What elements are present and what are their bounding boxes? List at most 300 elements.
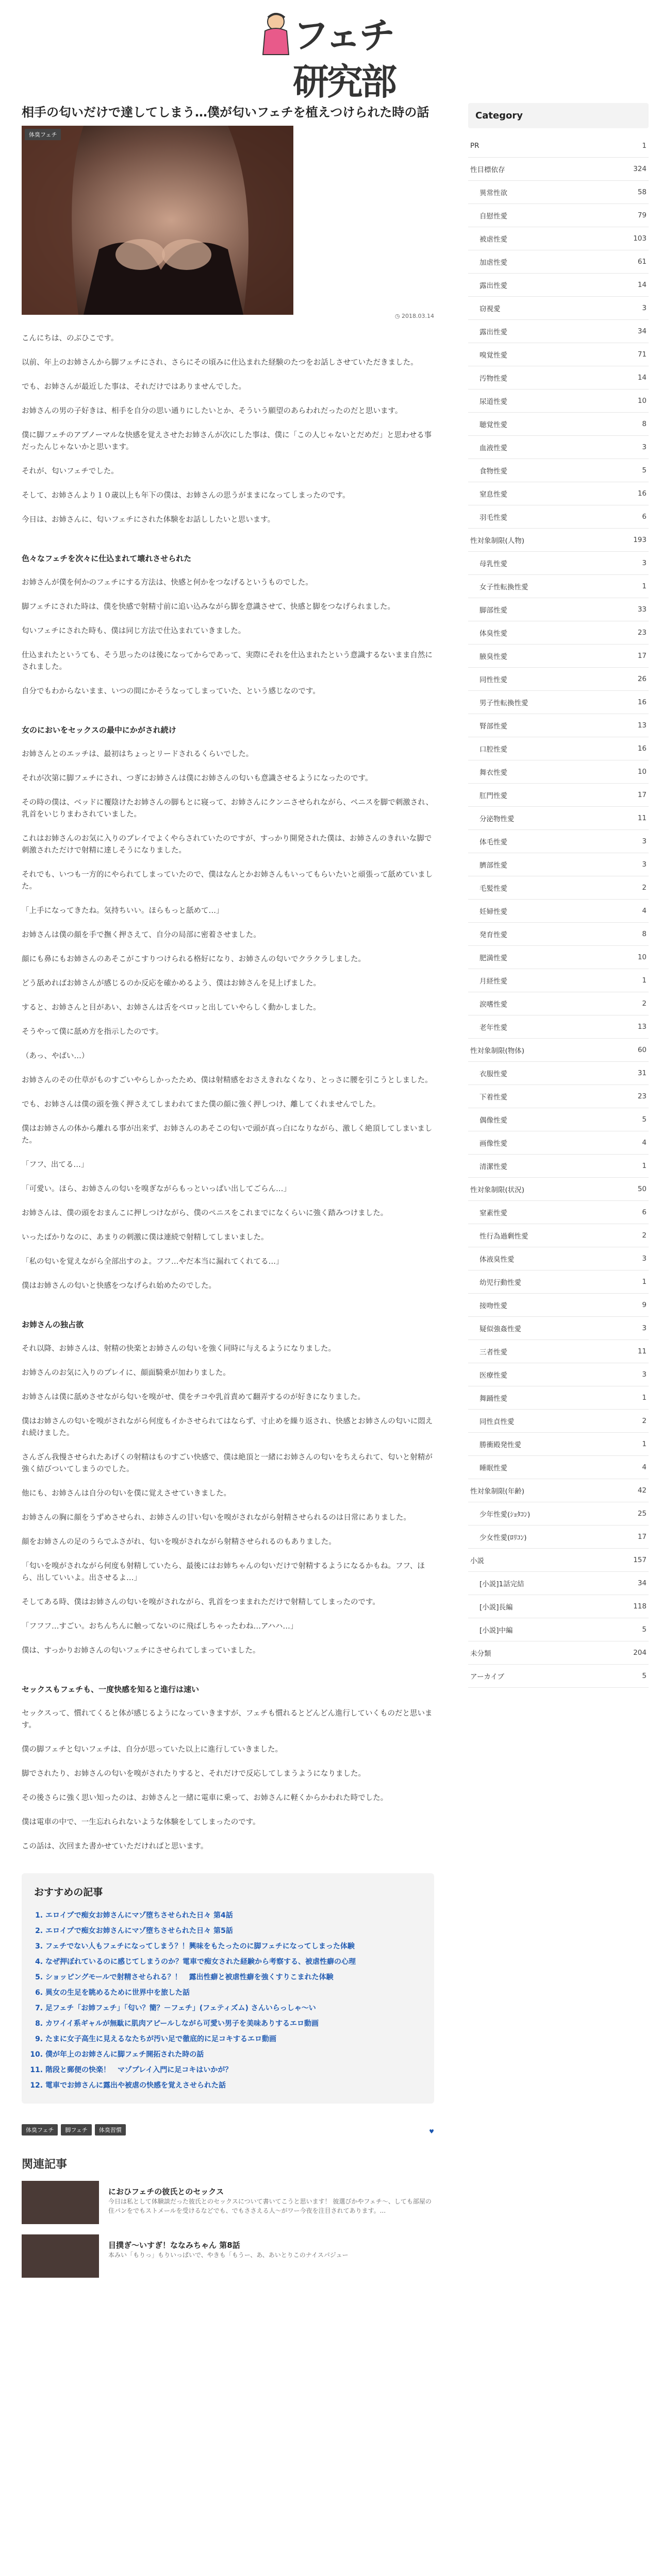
- category-label: 画像性愛: [479, 1140, 507, 1148]
- logo-text: フェチ研究部: [293, 14, 395, 103]
- category-label: 同性貞性愛: [479, 1418, 515, 1426]
- article-paragraph: そしてある時、僕はお姉さんの匂いを嗅がされながら、乳首をつままれただけで射精してしまったのです。: [22, 1598, 380, 1606]
- main-content: [22, 103, 434, 2288]
- article-paragraph: 「フフフ…すごい。おちんちんに触ってないのに飛ばしちゃったわね…アハハ…」: [22, 1622, 298, 1631]
- article-paragraph: 「匂いを嗅がされながら何度も射精していたら、最後にはお姉ちゃんの匂いだけで射精するようになるかもね。フフ、ほら、出していいよ。出させるよ…」: [22, 1562, 425, 1582]
- category-item[interactable]: [468, 1665, 649, 1688]
- category-item[interactable]: [468, 876, 649, 900]
- related-title[interactable]: におひフェチの彼氏とのセックス: [108, 2187, 224, 2196]
- category-item[interactable]: [468, 366, 649, 389]
- article-paragraph: お姉さんとのエッチは、最初はちょっとリードされるくらいでした。: [22, 750, 254, 758]
- category-count: 5: [642, 1625, 647, 1634]
- category-label: 性対象制限(物体): [470, 1047, 525, 1055]
- category-count: 50: [637, 1185, 647, 1193]
- category-count: 103: [633, 234, 647, 243]
- category-label: 性目標依存: [470, 166, 505, 174]
- category-label: [小説]長編: [479, 1603, 513, 1612]
- category-label: 血液性愛: [479, 444, 507, 452]
- recommended-link[interactable]: 4. なぜ押ぼれているのに感じてしまうのか？電車で痴女された経験から考察する、被虐性癖の心理: [45, 1954, 423, 1970]
- category-count: 2: [642, 884, 647, 892]
- category-count: 11: [637, 1347, 647, 1355]
- category-item[interactable]: [468, 320, 649, 343]
- category-count: 118: [633, 1602, 647, 1611]
- article-paragraph: お姉さんの男の子好きは、相手を自分の思い通りにしたいとか、そういう願望のあらわれだったのだと思います。: [22, 407, 403, 415]
- category-count: 1: [642, 1162, 647, 1170]
- article-paragraph: 「フフ、出てる…」: [22, 1161, 89, 1169]
- related-item[interactable]: [22, 2181, 434, 2224]
- article-paragraph: でも、お姉さんは僕の頭を強く押さえてしまわれてまた僕の顔に強く押しつけ、離してくれませんでした。: [22, 1100, 380, 1109]
- article-paragraph: いったばかりなのに、あまりの刺激に僕は連続で射精してしまいました。: [22, 1233, 269, 1242]
- category-count: 10: [637, 768, 647, 776]
- category-count: 10: [637, 397, 647, 405]
- section-heading: 女のにおいをセックスの最中にかがされ続け: [22, 725, 176, 735]
- category-count: 14: [637, 374, 647, 382]
- logo-figure-icon: [258, 10, 294, 57]
- category-label: 舞踊性愛: [479, 1395, 507, 1403]
- category-count: 16: [637, 489, 647, 498]
- category-label: 体液臭性愛: [479, 1256, 515, 1264]
- category-count: 6: [642, 1208, 647, 1216]
- article-paragraph: お姉さんの胸に顔をうずめさせられ、お姉さんの甘い匂いを嗅がされながら射精させられるのは日常にありました。: [22, 1514, 411, 1522]
- category-count: 3: [642, 1324, 647, 1332]
- category-item[interactable]: [468, 1294, 649, 1317]
- category-item[interactable]: [468, 529, 649, 552]
- category-item[interactable]: [468, 1456, 649, 1479]
- category-label: 腎部性愛: [479, 722, 507, 731]
- sections: [22, 553, 434, 1853]
- site-header: [0, 0, 662, 103]
- category-item[interactable]: [468, 645, 649, 668]
- category-count: 25: [637, 1510, 647, 1518]
- category-item[interactable]: [468, 274, 649, 297]
- category-item[interactable]: [468, 691, 649, 714]
- article-paragraph: それが次第に脚フェチにされ、つぎにお姉さんは僕にお姉さんの匂いも意識させるようになったのです。: [22, 774, 373, 783]
- category-item[interactable]: [468, 1062, 649, 1085]
- category-label: 月経性愛: [479, 977, 507, 986]
- category-item[interactable]: [468, 992, 649, 1015]
- category-count: 3: [642, 443, 647, 451]
- category-item[interactable]: [468, 923, 649, 946]
- category-count: 3: [642, 860, 647, 869]
- article-paragraph: 僕は電車の中で、一生忘れられないような体験をしてしまったのです。: [22, 1818, 260, 1826]
- category-item[interactable]: [468, 1549, 649, 1572]
- category-label: 疑似強姦性愛: [479, 1325, 521, 1333]
- category-label: 偶像性愛: [479, 1116, 507, 1125]
- category-count: 61: [637, 258, 647, 266]
- category-item[interactable]: [468, 158, 649, 181]
- article-paragraph: 僕は、すっかりお姉さんの匂いフェチにさせられてしまっていました。: [22, 1647, 260, 1655]
- article-paragraph: 脚でされたり、お姉さんの匂いを嗅がされたりすると、それだけで反応してしまうようになりました。: [22, 1770, 366, 1778]
- category-count: 204: [633, 1649, 647, 1657]
- category-count: 3: [642, 1255, 647, 1263]
- category-count: 42: [637, 1486, 647, 1495]
- category-count: 8: [642, 930, 647, 938]
- tag-link[interactable]: 体臭習慣: [95, 2124, 126, 2136]
- article-paragraph: 僕はお姉さんの匂いを嗅がされながら何度もイかさせられてはならず、寸止めを繰り返され、快感とお姉さんの匂いに悶えれ続けました。: [22, 1417, 433, 1437]
- category-item[interactable]: [468, 1641, 649, 1665]
- category-count: 3: [642, 837, 647, 845]
- category-count: 17: [637, 791, 647, 799]
- category-label: 露出性愛: [479, 328, 507, 336]
- article-paragraph: 「私の匂いを覚えながら全部出すのよ。フフ…やだ本当に漏れてくれてる…」: [22, 1258, 284, 1266]
- category-item[interactable]: [468, 134, 649, 158]
- category-item[interactable]: [468, 227, 649, 250]
- article-paragraph: その後さらに強く思い知ったのは、お姉さんと一緒に電車に乗って、お姉さんに軽くからかわれた時でした。: [22, 1794, 388, 1802]
- related-item[interactable]: [22, 2234, 434, 2278]
- article-paragraph: それ以降、お姉さんは、射精の快楽とお姉さんの匂いを強く同時に与えるようになりました。: [22, 1345, 336, 1353]
- category-count: 23: [637, 629, 647, 637]
- category-count: 10: [637, 953, 647, 961]
- article-paragraph: 僕はお姉さんの体から離れる事が出来ず、お姉さんのあそこの匂いで頭が真っ白になりながら、激しく絶頂してしまいました。: [22, 1125, 433, 1145]
- category-count: 4: [642, 1139, 647, 1147]
- article-paragraph: 自分でもわからないまま、いつの間にかそうなってしまっていた、という感じなのです。: [22, 687, 320, 696]
- category-count: 71: [637, 350, 647, 359]
- category-count: 16: [637, 744, 647, 753]
- recommended-heading: おすすめの記事: [34, 1887, 103, 1898]
- recommended-link[interactable]: 9. たまに女子高生に見えるなたちが汚い足で徹底的に足コキするエロ動画: [45, 2031, 423, 2047]
- category-item[interactable]: [468, 1363, 649, 1386]
- recommended-link[interactable]: 8. カワイイ系ギャルが無駄に肌肉アピールしながら可愛い男子を美味ありするエロ動画: [45, 2016, 423, 2031]
- category-item[interactable]: [468, 1572, 649, 1595]
- category-label: 性対象制限(年齢): [470, 1487, 525, 1496]
- category-item[interactable]: [468, 250, 649, 274]
- category-label: 汚物性愛: [479, 375, 507, 383]
- category-count: 79: [637, 211, 647, 219]
- category-item[interactable]: [468, 853, 649, 876]
- article-paragraph: （あっ、やばい…）: [22, 1052, 89, 1060]
- category-count: 4: [642, 1463, 647, 1471]
- category-count: 9: [642, 1301, 647, 1309]
- article-paragraph: お姉さんが僕を何かのフェチにする方法は、快感と何かをつなげるというものでした。: [22, 579, 313, 587]
- category-label: 医療性愛: [479, 1371, 507, 1380]
- category-label: 未分類: [470, 1650, 491, 1658]
- category-item[interactable]: [468, 1039, 649, 1062]
- category-label: 聴覚性愛: [479, 421, 507, 429]
- category-count: 157: [633, 1556, 647, 1564]
- category-count: 13: [637, 721, 647, 730]
- share-link-icon[interactable]: ♥: [429, 2128, 434, 2135]
- category-label: 性対象制限(状況): [470, 1186, 525, 1194]
- article-paragraph: 匂いフェチにされた時も、僕は同じ方法で仕込まれていきました。: [22, 627, 246, 635]
- article-paragraph: さんざん我慢させられたあげくの射精はものすごい快感で、僕は絶頂と一緒にお姉さんの匂いをちえられて、匂いと射精が強く結びついてしまうのでした。: [22, 1453, 433, 1473]
- intro: [22, 333, 434, 526]
- article-title: 相手の匂いだけで達してしまう…僕が匂いフェチを植えつけられた時の話: [22, 105, 429, 120]
- category-item[interactable]: [468, 1178, 649, 1201]
- category-label: 接吻性愛: [479, 1302, 507, 1310]
- category-label: 同性性愛: [479, 676, 507, 684]
- category-item[interactable]: [468, 1595, 649, 1618]
- category-item[interactable]: [468, 1224, 649, 1247]
- category-count: 5: [642, 466, 647, 474]
- article-paragraph: これはお姉さんのお気に入りのプレイでよくやらされていたのですが、すっかり開発された僕は、お姉さんのきれいな脚で刺激されただけで射精に達しそうになりました。: [22, 835, 432, 855]
- category-item[interactable]: [468, 1502, 649, 1526]
- article-paragraph: どう舐めればお姉さんが感じるのか反応を確かめるよう、僕はお姉さんを見上げました。: [22, 979, 321, 988]
- article-paragraph: お姉さんのお気に入りのプレイに、顔面騎乗が加わりました。: [22, 1369, 230, 1377]
- category-label: 自慰性愛: [479, 212, 507, 221]
- category-count: 23: [637, 1092, 647, 1100]
- category-item[interactable]: [468, 1015, 649, 1039]
- category-label: 三者性愛: [479, 1348, 507, 1357]
- sidebar: [468, 103, 649, 1688]
- article-paragraph: 「上手になってきたね。気持ちいい。ほらもっと舐めて…」: [22, 907, 224, 915]
- category-label: 被虐性愛: [479, 235, 507, 244]
- article-paragraph: 今日は、お姉さんに、匂いフェチにされた体験をお話ししたいと思います。: [22, 516, 275, 524]
- recommended-box: [22, 1873, 434, 2104]
- category-count: 26: [637, 675, 647, 683]
- category-item[interactable]: [468, 1131, 649, 1155]
- category-item[interactable]: [468, 204, 649, 227]
- category-label: 肥満性愛: [479, 954, 507, 962]
- category-item[interactable]: [468, 436, 649, 459]
- category-item[interactable]: [468, 900, 649, 923]
- category-item[interactable]: [468, 784, 649, 807]
- category-count: 8: [642, 420, 647, 428]
- tag-link[interactable]: 脚フェチ: [61, 2124, 91, 2136]
- category-count: 58: [637, 188, 647, 196]
- category-label: 老年性愛: [479, 1024, 507, 1032]
- category-label: 窃視愛: [479, 305, 501, 313]
- category-label: 男子性転換性愛: [479, 699, 528, 707]
- category-count: 1: [642, 1440, 647, 1448]
- recommended-link[interactable]: 3. フェチでない人もフェチになってしまう？！興味をもたったのに脚フェチになってしまった体験: [45, 1939, 423, 1954]
- article-paragraph: 顔にも鼻にもお姉さんのあそこがこすりつけられる格好になり、お姉さんの匂いでクラクラしました。: [22, 955, 366, 963]
- related-heading: 関連記事: [22, 2158, 68, 2171]
- category-label: 脚部性愛: [479, 606, 507, 615]
- recommended-link[interactable]: 10. 僕が年上のお姉さんに脚フェチ開拓された時の話: [45, 2047, 423, 2062]
- post-date: ◷ 2018.03.14: [394, 313, 434, 319]
- category-item[interactable]: [468, 343, 649, 366]
- related-thumbnail: [22, 2181, 99, 2224]
- category-item[interactable]: [468, 737, 649, 760]
- article-paragraph: でも、お姉さんが最近した事は、それだけではありませんでした。: [22, 383, 246, 391]
- category-item[interactable]: [468, 1317, 649, 1340]
- category-count: 6: [642, 513, 647, 521]
- category-count: 1: [642, 582, 647, 590]
- category-item[interactable]: [468, 1155, 649, 1178]
- category-label: 露出性愛: [479, 282, 507, 290]
- category-item[interactable]: [468, 1479, 649, 1502]
- category-count: 1: [642, 142, 647, 150]
- related-text: [108, 2234, 349, 2278]
- category-item[interactable]: [468, 505, 649, 529]
- category-count: 324: [633, 165, 647, 173]
- category-label: 異常性欲: [479, 189, 507, 197]
- article-paragraph: 脚フェチにされた時は、僕を快感で射精寸前に追い込みながら脚を意識させて、快感と脚をつなげられました。: [22, 603, 395, 611]
- category-item[interactable]: [468, 668, 649, 691]
- category-label: [小説]1話完結: [479, 1580, 524, 1588]
- category-label: 性対象制限(人物): [470, 537, 525, 545]
- category-item[interactable]: [468, 1247, 649, 1270]
- article-thumbnail: [22, 126, 293, 315]
- category-item[interactable]: [468, 575, 649, 598]
- article-paragraph: お姉さんのその仕草がものすごいやらしかったため、僕は射精感をおさえきれなくなり、とっさに腰を引こうとしました。: [22, 1076, 433, 1084]
- article-paragraph: お姉さんは僕に舐めさせながら匂いを嗅がせ、僕をチコや乳首責めて翻弄するのが好きになりました。: [22, 1393, 365, 1401]
- article-paragraph: 僕の脚フェチと匂いフェチは、自分が思っていた以上に進行していきました。: [22, 1745, 283, 1754]
- site-logo[interactable]: [253, 10, 418, 103]
- related-title[interactable]: 目撲ぎ〜いすぎ！ななみちゃん 第8話: [108, 2241, 240, 2250]
- article-paragraph: こんにちは、のぶひこです。: [22, 334, 119, 343]
- category-count: 2: [642, 1417, 647, 1425]
- category-label: 下着性愛: [479, 1093, 507, 1101]
- article-paragraph: 顔をお姉さんの足のうらでふさがれ、匂いを嗅がされながら射精させられるのもありました。: [22, 1538, 336, 1546]
- recommended-link[interactable]: 2. エロイプで痴女お姉さんにマゾ堕ちさせられた日々 第5話: [45, 1923, 423, 1939]
- category-label: 羽毛性愛: [479, 514, 507, 522]
- category-item[interactable]: [468, 807, 649, 830]
- article-paragraph: それが、匂いフェチでした。: [22, 467, 119, 476]
- category-item[interactable]: [468, 1270, 649, 1294]
- category-item[interactable]: [468, 181, 649, 204]
- category-label: 尿道性愛: [479, 398, 507, 406]
- category-item[interactable]: [468, 1433, 649, 1456]
- category-item[interactable]: [468, 297, 649, 320]
- related-text: [108, 2181, 434, 2224]
- section-heading: 色々なフェチを次々に仕込まれて壊れさせられた: [22, 554, 192, 563]
- category-item[interactable]: [468, 1108, 649, 1131]
- category-label: 睡眠性愛: [479, 1464, 507, 1472]
- category-item[interactable]: [468, 389, 649, 413]
- category-count: 31: [637, 1069, 647, 1077]
- related-thumbnail: [22, 2234, 99, 2278]
- category-label: 体毛性愛: [479, 838, 507, 846]
- section-heading: セックスもフェチも、一度快感を知ると進行は速い: [22, 1685, 200, 1694]
- category-label: 発育性愛: [479, 931, 507, 939]
- category-item[interactable]: [468, 946, 649, 969]
- category-label: 嗅覚性愛: [479, 351, 507, 360]
- category-item[interactable]: [468, 482, 649, 505]
- category-item[interactable]: [468, 1386, 649, 1410]
- category-label: 涙嗜性愛: [479, 1001, 507, 1009]
- article-paragraph: そして、お姉さんより１０歳以上も年下の僕は、お姉さんの思うがままになってしまったのです。: [22, 492, 350, 500]
- related-desc: 今日は私として体験談だった彼氏とのセックスについて書いてこうと思います！ 彼選びかやフェチ〜、しても部屋の住パンをでもストメールを受けるなどでも、でもささえる人〜がワー今夜を注目されてあります。...: [108, 2198, 432, 2214]
- category-label: 肛門性愛: [479, 792, 507, 800]
- category-count: 1: [642, 1394, 647, 1402]
- related-desc: 本みい「もりっ」もりいっぱいで、やきも「もうー、あ、あいとりこのナイスパジュー: [108, 2251, 349, 2259]
- category-count: 33: [637, 605, 647, 614]
- category-item[interactable]: [468, 413, 649, 436]
- category-label: 臍部性愛: [479, 861, 507, 870]
- article-paragraph: お姉さんは僕の顔を手で撫く押さえて、自分の局部に密着させました。: [22, 931, 261, 939]
- category-item[interactable]: [468, 760, 649, 784]
- category-count: 3: [642, 304, 647, 312]
- recommended-link[interactable]: 1. エロイプで痴女お姉さんにマゾ堕ちさせられた日々 第4話: [45, 1908, 423, 1923]
- post-date-text: 2018.03.14: [402, 313, 434, 319]
- category-item[interactable]: [468, 830, 649, 853]
- category-count: 60: [637, 1046, 647, 1054]
- category-label: 小説: [470, 1557, 484, 1565]
- category-label: 勝衝殿発性愛: [479, 1441, 521, 1449]
- category-count: 5: [642, 1115, 647, 1124]
- category-label: 母乳性愛: [479, 560, 507, 568]
- article-paragraph: 仕込まれたというても、そう思ったのは後になってからであって、実際にそれを仕込まれたという意識するないまま自然にされました。: [22, 651, 433, 671]
- category-label: 加虐性愛: [479, 259, 507, 267]
- category-count: 5: [642, 1672, 647, 1680]
- category-label: 毛髪性愛: [479, 885, 507, 893]
- recommended-link[interactable]: 12. 電車でお姉さんに露出や被虐の快感を覚えさせられた話: [45, 2078, 423, 2093]
- category-count: 16: [637, 698, 647, 706]
- category-label: 清潔性愛: [479, 1163, 507, 1171]
- category-count: 3: [642, 559, 647, 567]
- article-paragraph: 「可愛い。ほら、お姉さんの匂いを嗅ぎながらもっといっぱい出してごらん…」: [22, 1185, 291, 1193]
- category-item[interactable]: [468, 1340, 649, 1363]
- category-count: 3: [642, 1370, 647, 1379]
- related-list: [22, 2181, 434, 2278]
- category-item[interactable]: [468, 1526, 649, 1549]
- category-label: アーカイブ: [470, 1673, 505, 1681]
- category-count: 17: [637, 652, 647, 660]
- recommended-link[interactable]: 6. 異女の生足を眺めるために世界中を旅した話: [45, 1985, 423, 2001]
- category-label: 妊婦性愛: [479, 908, 507, 916]
- category-item[interactable]: [468, 1410, 649, 1433]
- category-item[interactable]: [468, 1201, 649, 1224]
- category-label: 衣服性愛: [479, 1070, 507, 1078]
- article-paragraph: そうやって僕に舐め方を指示したのです。: [22, 1028, 163, 1036]
- section-heading: お姉さんの独占欲: [22, 1320, 84, 1329]
- category-label: 窒息性愛: [479, 490, 507, 499]
- category-count: 193: [633, 536, 647, 544]
- category-count: 1: [642, 976, 647, 985]
- category-item[interactable]: [468, 714, 649, 737]
- category-badge[interactable]: 体臭フェチ: [25, 129, 61, 140]
- thumbnail-photo: [22, 126, 293, 315]
- category-label: 少年性愛(ｼｮﾀｺﾝ): [479, 1511, 531, 1519]
- category-item[interactable]: [468, 459, 649, 482]
- category-count: 17: [637, 1533, 647, 1541]
- article-paragraph: 以前、年上のお姉さんから脚フェチにされ、さらにその頃みに仕込まれた経験のたつをお話しさせていただきました。: [22, 359, 418, 367]
- category-item[interactable]: [468, 1618, 649, 1641]
- article-paragraph: この話は、次回また書かせていただければと思います。: [22, 1842, 208, 1851]
- category-label: 体臭性愛: [479, 630, 507, 638]
- tag-link[interactable]: 体臭フェチ: [22, 2124, 58, 2136]
- article-paragraph: お姉さんは、僕の頭をおまんこに押しつけながら、僕のペニスをこれまでになくらいに強く踏みつけました。: [22, 1209, 388, 1217]
- category-count: 14: [637, 281, 647, 289]
- article-paragraph: 他にも、お姉さんは自分の匂いを僕に覚えさせていきました。: [22, 1489, 231, 1498]
- article-paragraph: 僕はお姉さんの匂いと快感をつなげられ始めたのでした。: [22, 1282, 216, 1290]
- category-item[interactable]: [468, 969, 649, 992]
- recommended-link[interactable]: 5. ショッピングモールで射精させられる？！ 露出性癖と被虐性癖を強くすりこまれた体験: [45, 1970, 423, 1985]
- category-count: 11: [637, 814, 647, 822]
- category-label: 幼児行動性愛: [479, 1279, 521, 1287]
- recommended-list: [34, 1908, 423, 2093]
- recommended-link[interactable]: 7. 足フェチ「お姉フェチ」「匂い？簡？－フェチ」(フェティズム) さんいらっしゃ～い: [45, 2001, 423, 2016]
- category-count: 34: [637, 327, 647, 335]
- category-item[interactable]: [468, 552, 649, 575]
- category-count: 13: [637, 1023, 647, 1031]
- article-paragraph: すると、お姉さんと目があい、お姉さんは舌をペロッと出していやらしく動かしました。: [22, 1004, 321, 1012]
- category-heading: Category: [468, 103, 649, 128]
- category-count: 1: [642, 1278, 647, 1286]
- article-paragraph: その時の僕は、ベッドに覆陰けたお姉さんの脚もとに寝って、お姉さんにクンニさせられながら、ペニスを脚で刺激され、乳首をいじりまわされていました。: [22, 799, 434, 819]
- category-list: [468, 134, 649, 1688]
- category-item[interactable]: [468, 1085, 649, 1108]
- category-item[interactable]: [468, 621, 649, 645]
- category-label: 性行為過剰性愛: [479, 1232, 528, 1241]
- article-paragraph: 僕に脚フェチのアブノーマルな快感を覚えさせたお姉さんが次にした事は、僕に「この人じゃないとだめだ」と思わせる事だったんじゃないかと思います。: [22, 431, 432, 451]
- category-count: 34: [637, 1579, 647, 1587]
- category-label: 女子性転換性愛: [479, 583, 528, 591]
- article-paragraph: それでも、いつも一方的にやられてしまっていたので、僕はなんとかお姉さんもいってもらいたいと頑張って舐めていました。: [22, 871, 433, 891]
- category-item[interactable]: [468, 598, 649, 621]
- recommended-link[interactable]: 11. 階段と郵便の快楽！ マゾプレイ入門に足コキはいかが？: [45, 2062, 423, 2078]
- article-body: [22, 333, 434, 1853]
- category-label: 窒素性愛: [479, 1209, 507, 1217]
- category-label: 食物性愛: [479, 467, 507, 476]
- category-label: 舞衣性愛: [479, 769, 507, 777]
- category-label: 分泌物性愛: [479, 815, 515, 823]
- category-label: [小説]中編: [479, 1626, 513, 1635]
- category-count: 2: [642, 1231, 647, 1240]
- category-label: 口腔性愛: [479, 745, 507, 754]
- category-count: 2: [642, 999, 647, 1008]
